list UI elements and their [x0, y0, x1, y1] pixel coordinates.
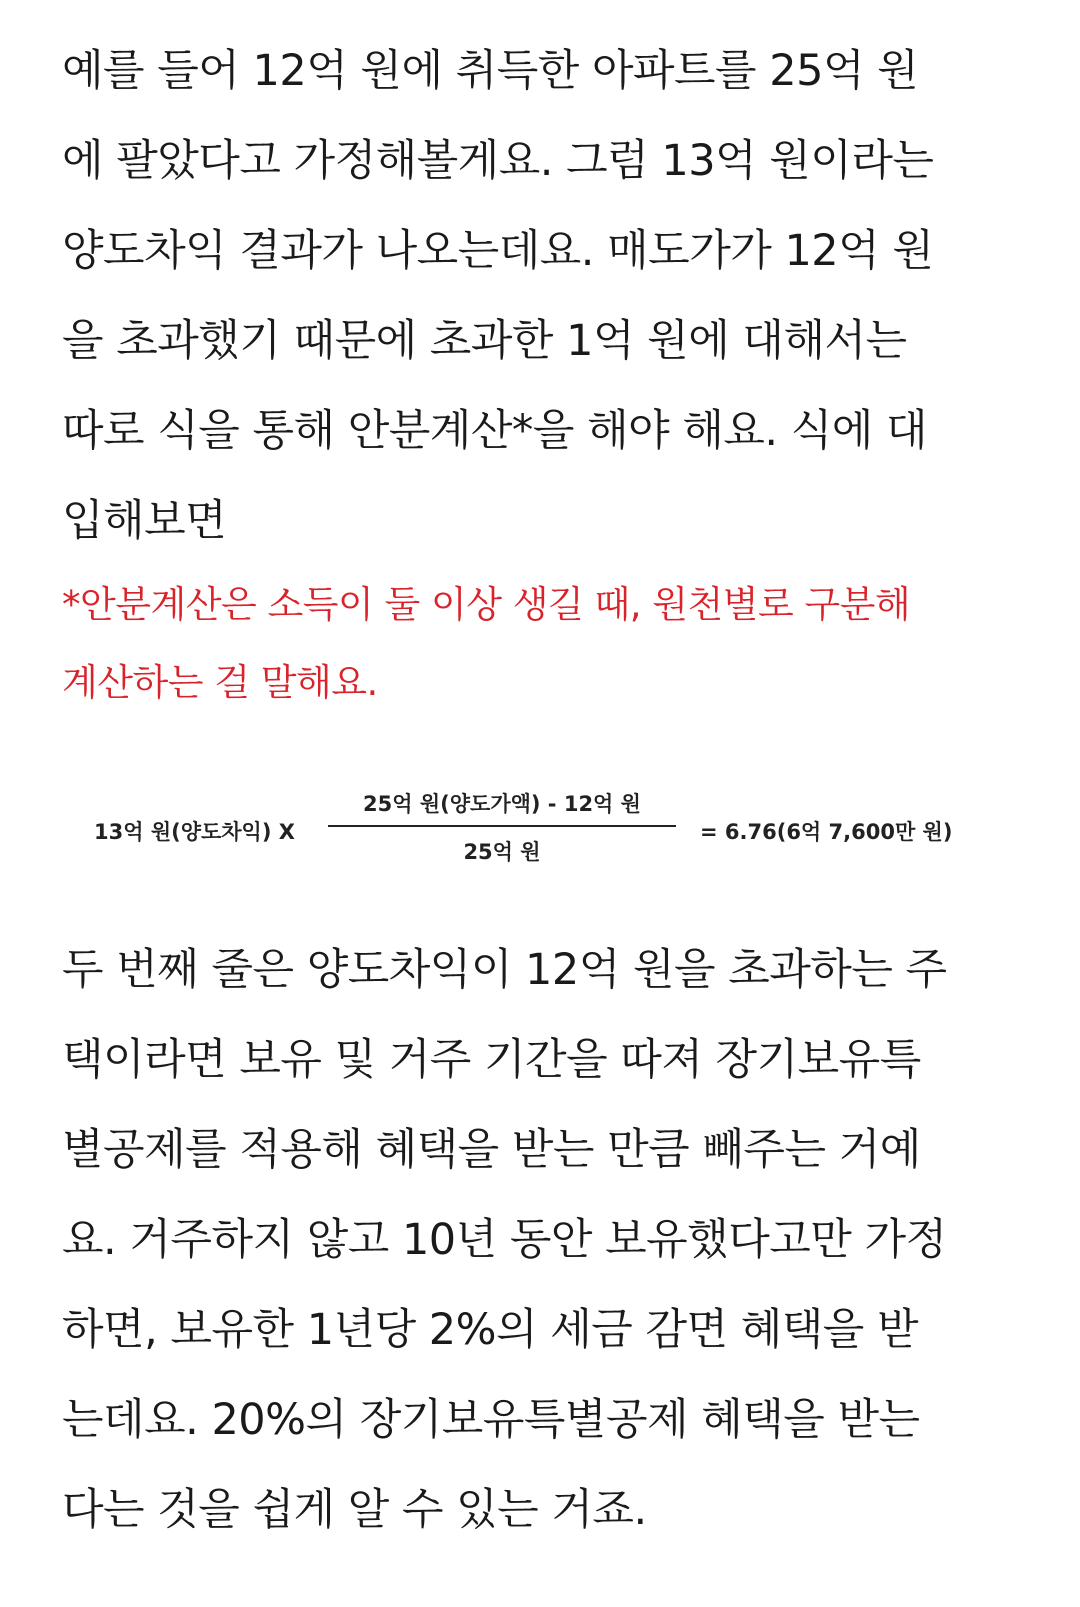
paragraph-example-intro [62, 26, 1022, 566]
text-line: 을 초과했기 때문에 초과한 1억 원에 대해서는 [62, 316, 907, 366]
formula-fraction [328, 780, 676, 880]
formula [0, 780, 1080, 880]
formula-numerator: 25억 원(양도가액) - 12억 원 [363, 792, 641, 816]
text-line: 에 팔았다고 가정해볼게요. 그럼 13억 원이라는 [62, 136, 934, 186]
text-line: 예를 들어 12억 원에 취득한 아파트를 25억 원 [62, 46, 919, 96]
formula-result: = 6.76(6억 7,600만 원) [700, 820, 953, 844]
paragraph-long-term-deduction [62, 925, 1022, 1555]
text-line: 는데요. 20%의 장기보유특별공제 혜택을 받는 [62, 1395, 920, 1445]
fraction-bar [328, 825, 676, 827]
formula-lhs: 13억 원(양도차익) X [94, 820, 295, 844]
footnote-proportional-calculation [62, 566, 1022, 722]
footnote-line: *안분계산은 소득이 둘 이상 생길 때, 원천별로 구분해 [62, 583, 911, 626]
formula-denominator: 25억 원 [463, 840, 541, 864]
footnote-line: 계산하는 걸 말해요. [62, 661, 378, 704]
text-line: 하면, 보유한 1년당 2%의 세금 감면 혜택을 받 [62, 1305, 919, 1355]
text-line: 따로 식을 통해 안분계산*을 해야 해요. 식에 대 [62, 406, 928, 456]
text-line: 양도차익 결과가 나오는데요. 매도가가 12억 원 [62, 226, 934, 276]
text-line: 입해보면 [62, 496, 227, 546]
text-line: 다는 것을 쉽게 알 수 있는 거죠. [62, 1485, 647, 1535]
text-line: 택이라면 보유 및 거주 기간을 따져 장기보유특 [62, 1035, 921, 1085]
text-line: 요. 거주하지 않고 10년 동안 보유했다고만 가정 [62, 1215, 947, 1265]
text-line: 별공제를 적용해 혜택을 받는 만큼 빼주는 거예 [62, 1125, 921, 1175]
text-line: 두 번째 줄은 양도차익이 12억 원을 초과하는 주 [62, 945, 947, 995]
